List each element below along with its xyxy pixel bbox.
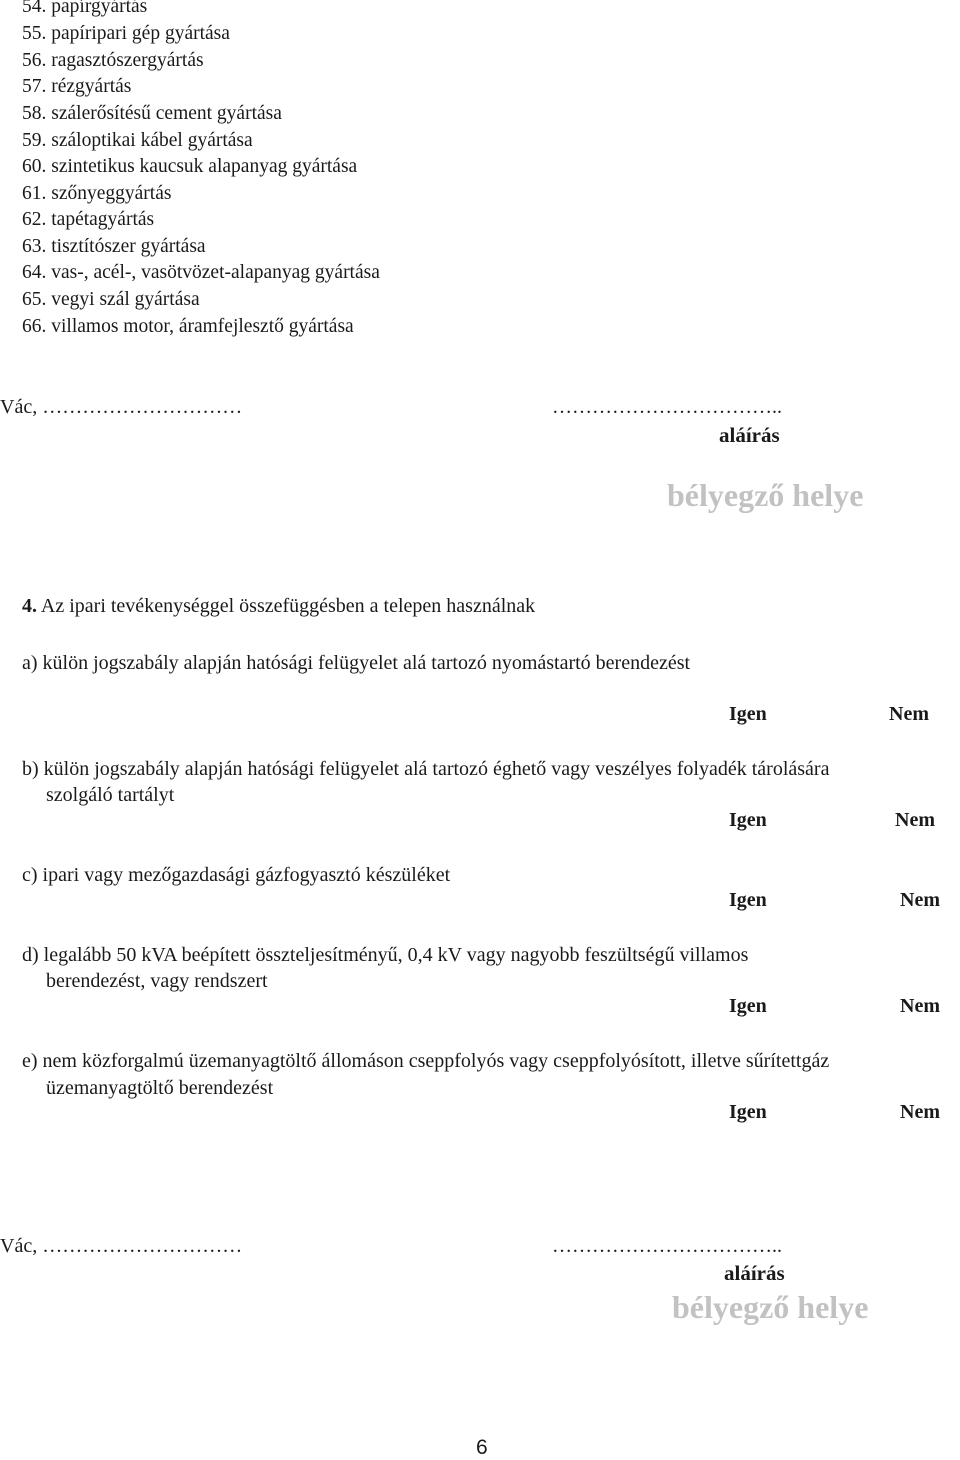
question-e-text: e) nem közforgalmú üzemanyagtöltő állomáson cseppfolyós vagy cseppfolyósított, illetve sűrítettgáz (22, 1050, 830, 1072)
question-b-yes-option[interactable]: Igen (729, 809, 767, 831)
question-c-yes-option[interactable]: Igen (729, 889, 767, 911)
list-item: 55. papíripari gép gyártása (22, 23, 230, 44)
place-date-field: Vác, ………………………… (0, 1235, 243, 1257)
signature-line: …………………………….. (552, 1235, 782, 1257)
question-e-no-option[interactable]: Nem (900, 1101, 940, 1123)
question-e-text-cont: üzemanyagtöltő berendezést (46, 1077, 274, 1099)
list-item: 58. szálerősítésű cement gyártása (22, 103, 282, 124)
section-heading (22, 595, 535, 618)
section-title: Az ipari tevékenységgel összefüggésben a telepen használnak (40, 595, 536, 617)
list-item: 63. tisztítószer gyártása (22, 236, 206, 257)
question-a-text: a) külön jogszabály alapján hatósági felügyelet alá tartozó nyomástartó berendezést (22, 652, 691, 674)
question-b-no-option[interactable]: Nem (895, 809, 935, 831)
question-d-yes-option[interactable]: Igen (729, 995, 767, 1017)
list-item: 57. rézgyártás (22, 76, 132, 97)
list-item: 54. papírgyártás (22, 0, 148, 17)
list-item: 61. szőnyeggyártás (22, 183, 172, 204)
question-c-no-option[interactable]: Nem (900, 889, 940, 911)
list-item: 59. száloptikai kábel gyártása (22, 130, 253, 151)
list-item: 64. vas-, acél-, vasötvözet-alapanyag gyártása (22, 262, 380, 283)
question-e-yes-option[interactable]: Igen (729, 1101, 767, 1123)
question-b-text-cont: szolgáló tartályt (46, 784, 175, 806)
signature-label: aláírás (719, 423, 780, 447)
section-number: 4. (22, 595, 37, 617)
list-item: 62. tapétagyártás (22, 209, 155, 230)
question-d-no-option[interactable]: Nem (900, 995, 940, 1017)
signature-label: aláírás (724, 1261, 785, 1285)
place-date-field: Vác, ………………………… (0, 396, 243, 418)
list-item: 60. szintetikus kaucsuk alapanyag gyártása (22, 156, 358, 177)
question-b-text: b) külön jogszabály alapján hatósági felügyelet alá tartozó éghető vagy veszélyes folyadék tárolására (22, 758, 830, 780)
question-a-no-option[interactable]: Nem (889, 703, 929, 725)
question-d-text-cont: berendezést, vagy rendszert (46, 970, 268, 992)
list-item: 56. ragasztószergyártás (22, 50, 204, 71)
stamp-placeholder: bélyegző helye (667, 477, 864, 513)
list-item: 66. villamos motor, áramfejlesztő gyártása (22, 316, 354, 337)
page-number: 6 (476, 1436, 488, 1459)
question-a-yes-option[interactable]: Igen (729, 703, 767, 725)
question-c-text: c) ipari vagy mezőgazdasági gázfogyasztó készüléket (22, 864, 451, 886)
signature-line: …………………………….. (552, 396, 782, 418)
list-item: 65. vegyi szál gyártása (22, 289, 200, 310)
stamp-placeholder: bélyegző helye (672, 1289, 869, 1325)
question-d-text: d) legalább 50 kVA beépített összteljesítményű, 0,4 kV vagy nagyobb feszültségű villamos (22, 944, 749, 966)
